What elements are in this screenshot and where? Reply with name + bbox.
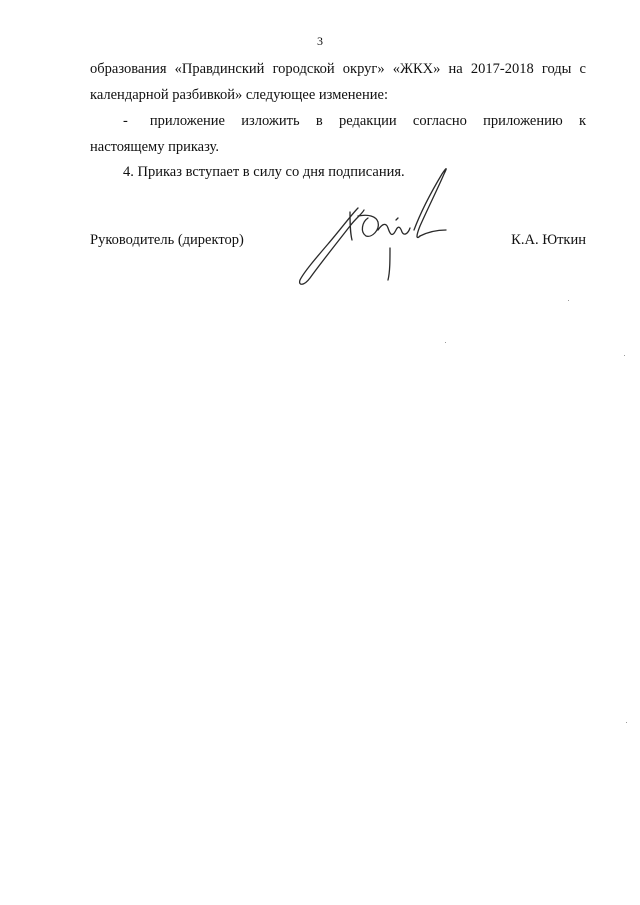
bullet-item bbox=[90, 108, 586, 160]
bullet-text-line: настоящему приказу. bbox=[90, 139, 219, 155]
numbered-item-4: 4. Приказ вступает в силу со дня подписания. bbox=[123, 164, 405, 180]
paragraph-amendment bbox=[90, 56, 586, 108]
signatory-title: Руководитель (директор) bbox=[90, 232, 244, 248]
scan-speck bbox=[624, 355, 625, 356]
signatory-name: К.А. Юткин bbox=[511, 232, 586, 248]
scan-speck bbox=[626, 722, 627, 723]
paragraph-line: образования «Правдинский городской округ» «ЖКХ» на 2017-2018 годы с bbox=[90, 61, 586, 77]
scan-speck bbox=[568, 300, 569, 301]
bullet-text-line: приложение изложить в редакции согласно приложению к bbox=[149, 113, 586, 129]
handwritten-signature bbox=[292, 160, 452, 290]
paragraph-line: календарной разбивкой» следующее изменение: bbox=[90, 87, 388, 103]
scan-speck bbox=[445, 342, 446, 343]
page-number: 3 bbox=[317, 34, 323, 48]
bullet-dash: - bbox=[123, 113, 128, 129]
